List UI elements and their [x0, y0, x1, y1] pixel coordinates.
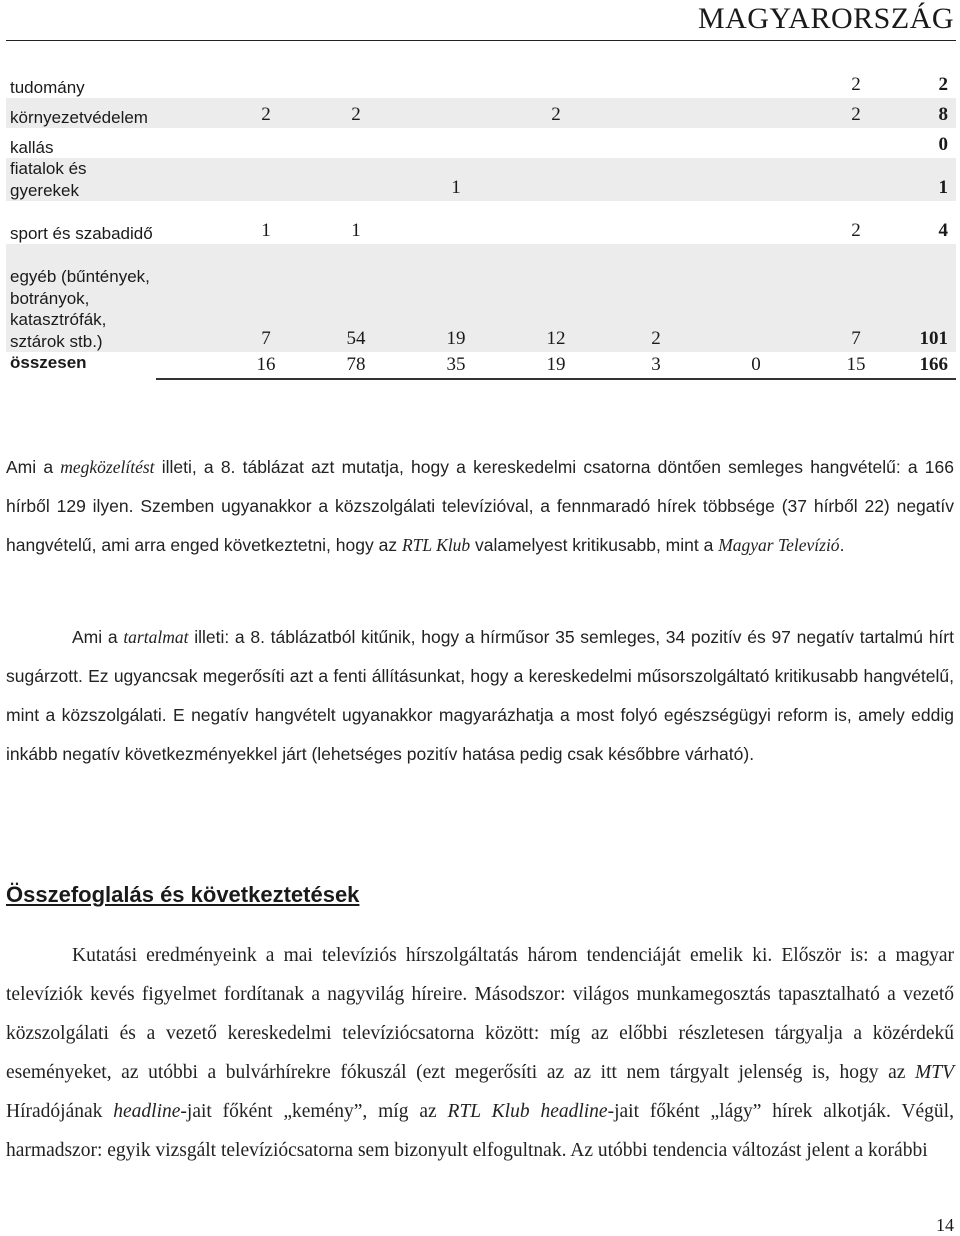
running-header-title: MAGYARORSZÁG	[697, 2, 954, 35]
row-label: összesen	[10, 353, 87, 372]
table-row	[6, 158, 956, 201]
results-table	[6, 68, 956, 380]
row-label: környezetvédelem	[6, 98, 156, 128]
table-cell: 54	[346, 328, 366, 349]
table-cell: 2	[261, 104, 271, 125]
paragraph-approach: Ami a megközelítést illeti, a 8. táblázat azt mutatja, hogy a kereskedelmi csatorna döntően semleges hangvételű: a 166 hírből 129 ilyen. Szemben ugyanakkor a közszolgálati televízióval, a fennmaradó hírek többsége (37 hírből 22) negatív hangvételű, ami arra enged következtetni, hogy az RTL Klub valamelyest kritikusabb, mint a Magyar Televízió.	[6, 457, 954, 555]
row-total: 101	[919, 328, 948, 349]
row-total: 2	[938, 74, 948, 95]
table-cell: 2	[851, 220, 861, 241]
row-total: 4	[938, 220, 948, 241]
table-row	[6, 201, 956, 244]
row-values	[156, 201, 956, 244]
table-cell: 2	[351, 104, 361, 125]
table-cell: 0	[751, 354, 761, 375]
table-cell: 19	[546, 354, 566, 375]
row-label: kallás	[10, 137, 54, 157]
row-label: fiatalok és gyerekek	[6, 158, 156, 201]
table-cell: 7	[261, 328, 271, 349]
table-row	[6, 98, 956, 128]
row-label: tudomány	[10, 77, 85, 97]
table-cell: 3	[651, 354, 661, 375]
table-cell: 35	[446, 354, 466, 375]
table-cell: 15	[846, 354, 866, 375]
row-values	[156, 128, 956, 158]
table-cell: 1	[451, 177, 461, 198]
row-total: 1	[938, 177, 948, 198]
table-cell: 16	[256, 354, 276, 375]
table-cell: 12	[546, 328, 566, 349]
row-label: sport és szabadidő	[10, 223, 153, 243]
table-cell: 1	[261, 220, 271, 241]
table-cell: 1	[351, 220, 361, 241]
section-title: Összefoglalás és következtetések	[6, 882, 360, 907]
row-label: egyéb (bűntények, botrányok, katasztrófák, sztárok stb.)	[6, 244, 156, 352]
row-values	[156, 244, 956, 352]
row-values	[156, 98, 956, 128]
row-total: 166	[919, 354, 948, 375]
table-row	[6, 352, 956, 380]
table-row	[6, 68, 956, 98]
row-values	[156, 352, 956, 380]
table-cell: 2	[651, 328, 661, 349]
table-cell: 19	[446, 328, 466, 349]
table-cell: 2	[851, 74, 861, 95]
table-row	[6, 244, 956, 352]
header-divider	[6, 40, 956, 41]
table-cell: 7	[851, 328, 861, 349]
paragraph-summary: Kutatási eredményeink a mai televíziós hírszolgáltatás három tendenciáját emelik ki. Először is: a magyar televíziók kevés figyelmet fordítanak a nagyvilág híreire. Másodszor: világos munkamegosztás tapasztalható a vezető közszolgálati és a vezető kereskedelmi televíziócsatorna között: míg az előbbi részletesen tárgyalja a közérdekű eseményeket, az utóbbi a bulvárhírekre fókuszál (ezt megerősíti az az itt nem tárgyalt jelenség is, hogy az MTV Híradójának headline-jait főként „kemény”, míg az RTL Klub headline-jait főként „lágy” hírek alkotják. Végül, harmadszor: egyik vizsgált televíziócsatorna sem bizonyult elfogultnak. Az utóbbi tendencia változást jelent a korábbi	[6, 945, 954, 1161]
table-cell: 78	[346, 354, 366, 375]
row-values	[156, 68, 956, 98]
row-total: 8	[938, 104, 948, 125]
table-cell: 2	[851, 104, 861, 125]
row-total: 0	[938, 134, 948, 155]
row-values	[156, 158, 956, 201]
table-cell: 2	[551, 104, 561, 125]
page-number: 14	[936, 1215, 954, 1235]
paragraph-content: Ami a tartalmat illeti: a 8. táblázatból kitűnik, hogy a hírműsor 35 semleges, 34 pozitív és 97 negatív tartalmú hírt sugárzott. Ez ugyancsak megerősíti azt a fenti állításunkat, hogy a kereskedelmi műsorszolgáltató kritikusabb hangvételű, mint a közszolgálati. E negatív hangvételt ugyanakkor magyarázhatja a most folyó egészségügyi reform is, amely eddig inkább negatív következményekkel járt (lehetséges pozitív hatása pedig csak későbbre várható).	[6, 627, 954, 764]
table-row	[6, 128, 956, 158]
